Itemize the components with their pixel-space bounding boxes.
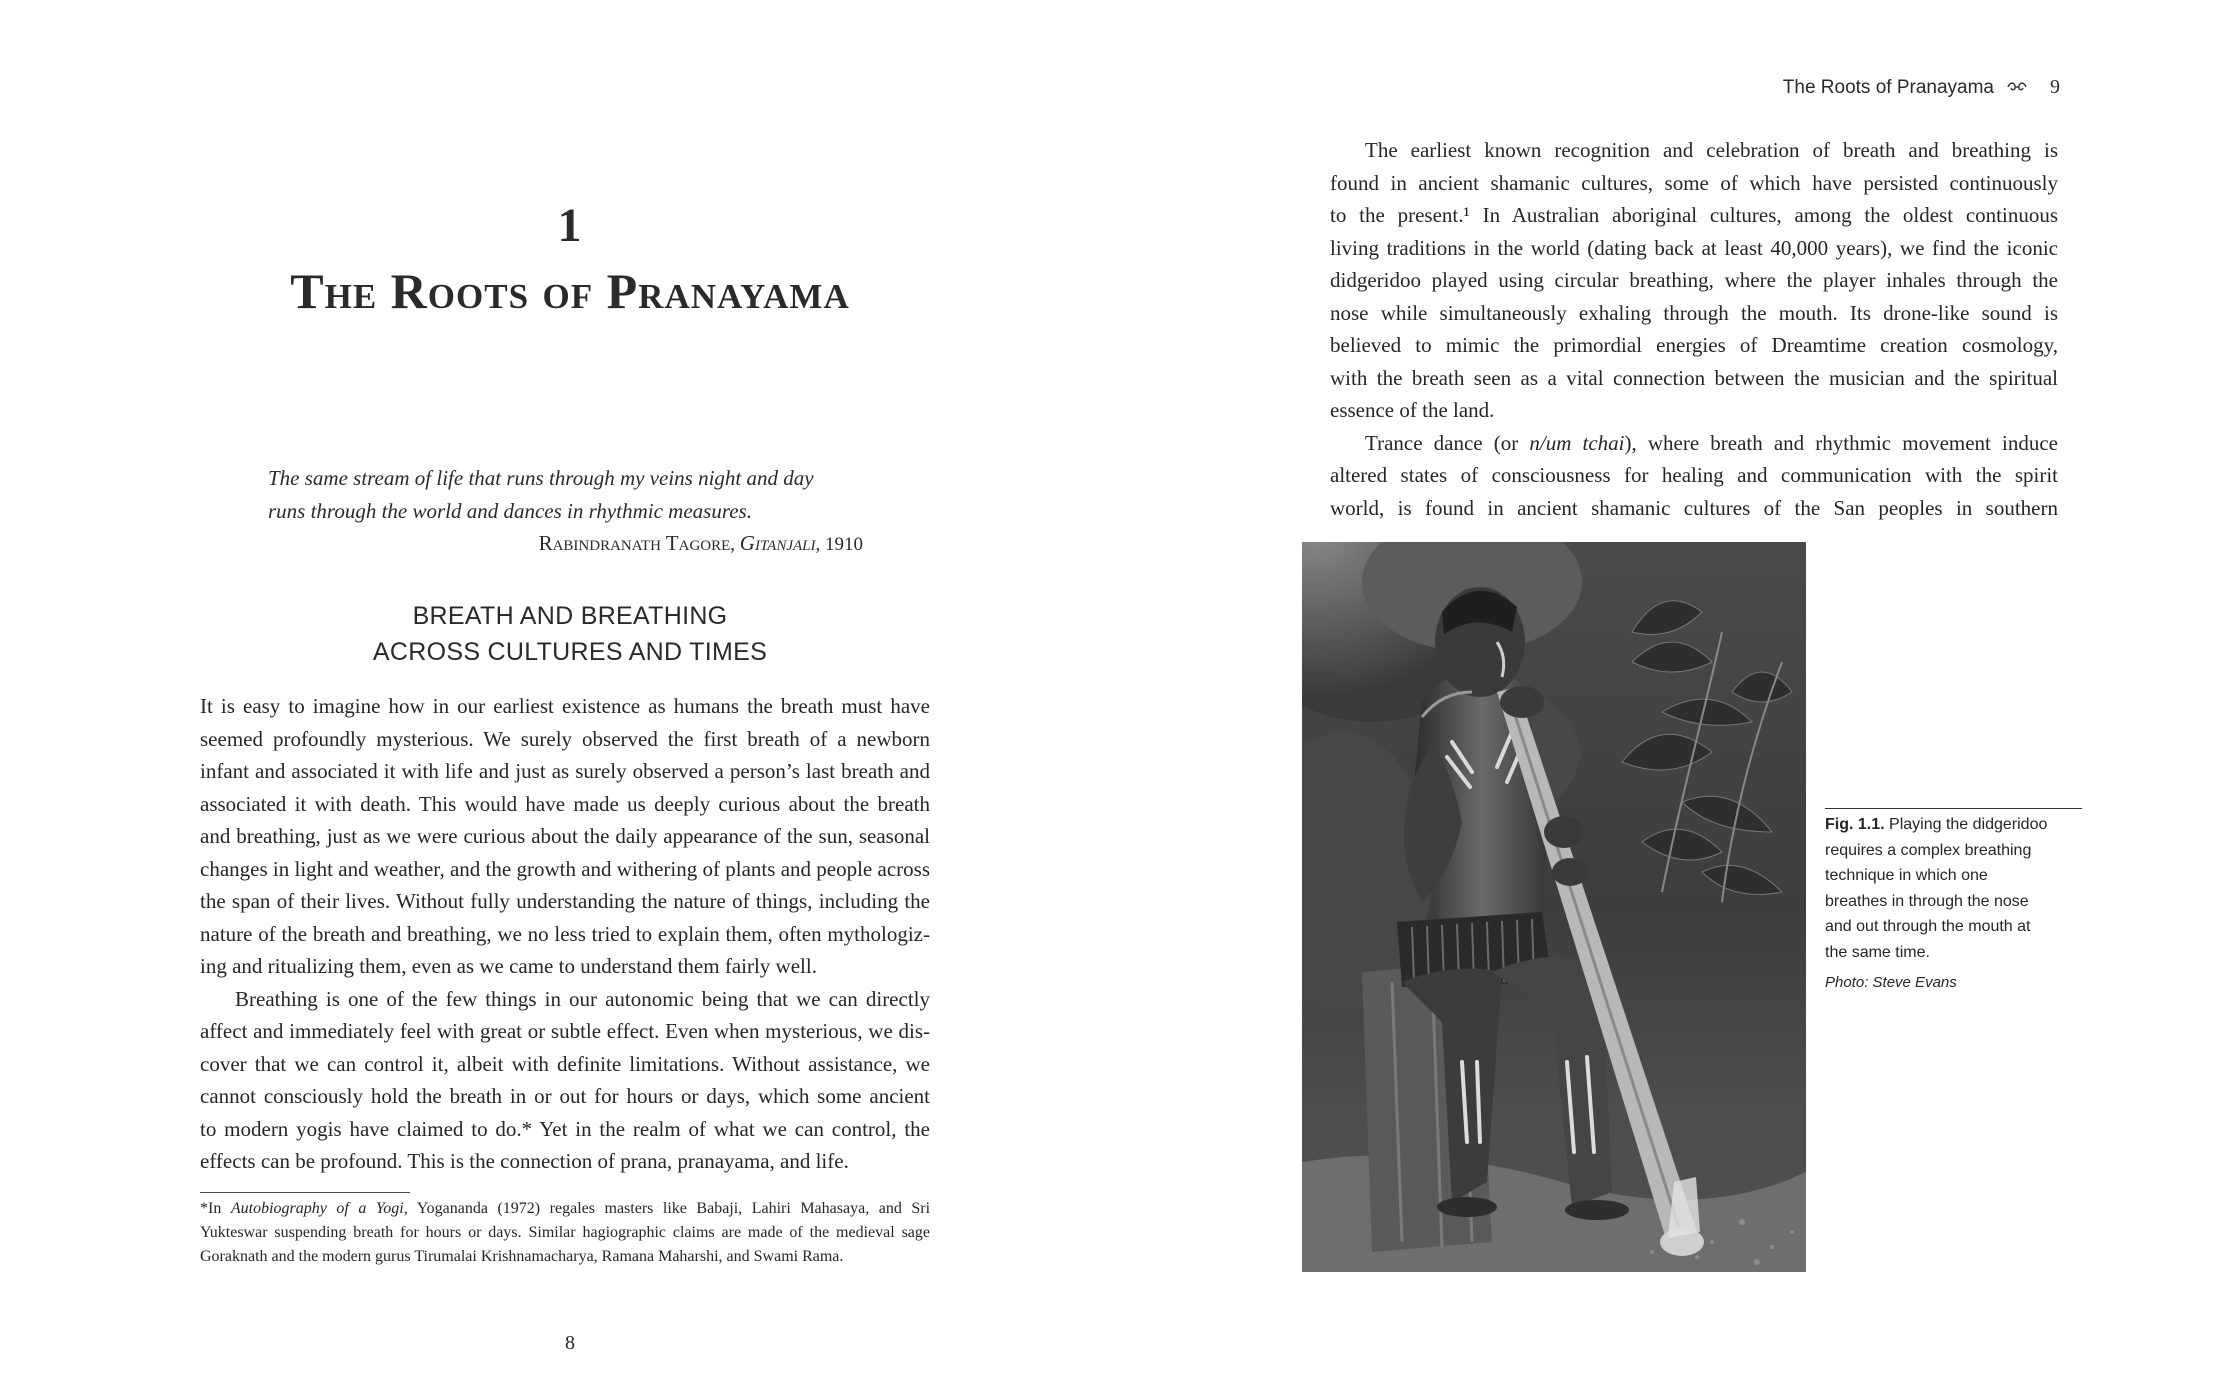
chapter-number: 1 [557, 199, 583, 252]
text-line: effects can be profound. This is the connection of prana, pranayama, and life. [200, 1149, 849, 1173]
section-heading-line: ACROSS CULTURES AND TIMES [372, 638, 768, 666]
text-line: changes in light and weather, and the growth and withering of plants and people across [200, 856, 930, 881]
text-line: altered states of consciousness for healing and communication with the spirit [1330, 463, 2058, 487]
footnote-marker: *In [200, 1200, 231, 1217]
footnote-text: , Yogananda (1972) regales masters like Babaji, Lahiri Mahasaya, and Sri [403, 1200, 931, 1217]
text-line: nature of the breath and breathing, we no less tried to explain them, often mythologiz- [200, 921, 930, 946]
text-line: world, is found in ancient shamanic cultures of the San peoples in southern [1330, 495, 2058, 520]
text-line [1330, 427, 2058, 460]
text-line: essence of the land. [1330, 398, 1495, 422]
footnote [200, 1197, 930, 1269]
text-line: The earliest known recognition and celebration of breath and breathing is [1365, 138, 2058, 162]
caption-line: requires a complex breathing [1825, 841, 2032, 859]
text-line: associated it with death. This would have made us deeply curious about the breath [200, 791, 930, 816]
section-heading [200, 598, 940, 670]
page-number: 9 [2050, 76, 2060, 98]
text-line: living traditions in the world (dating back at least 40,000 years), we find the iconic [1330, 235, 2058, 260]
footnote-book-title: Autobiography of a Yogi [230, 1200, 404, 1217]
text-line: affect and immediately feel with great or subtle effect. Even when mysterious, we dis- [200, 1019, 930, 1043]
text-line: found in ancient shamanic cultures, some of which have persisted continuously [1330, 170, 2058, 195]
figure-caption [1825, 812, 2085, 991]
text-line: cover that we can control it, albeit with definite limitations. Without assistance, we [200, 1051, 930, 1076]
didgeridoo-photo [1302, 542, 1806, 1272]
paragraph [1330, 134, 2058, 427]
footnote-rule [200, 1192, 410, 1193]
footnote-line: Goraknath and the modern gurus Tirumalai Krishnamacharya, Ramana Maharshi, and Swami Rama. [200, 1248, 844, 1265]
footnote-line: Yukteswar suspending breath for hours or days. Similar hagiographic claims are made of the medieval sage [200, 1224, 930, 1241]
epigraph-work: Gitanjali [739, 531, 816, 555]
text-line: believed to mimic the primordial energies of Dreamtime creation cosmology, [1330, 333, 2058, 357]
chapter-title: The Roots of Pranayama [290, 263, 850, 319]
text-line: cannot consciously hold the breath in or out for hours or days, which some ancient [200, 1084, 930, 1108]
text-line: seemed profoundly mysterious. We surely observed the first breath of a newborn [200, 726, 930, 751]
text-line: to modern yogis have claimed to do.* Yet in the realm of what we can control, the [200, 1116, 930, 1141]
ornament-icon [2006, 80, 2028, 96]
epigraph [268, 462, 863, 561]
paragraph [1330, 427, 2058, 525]
body-text-right [1330, 134, 2058, 524]
caption-line: breathes in through the nose [1825, 892, 2029, 910]
text-line: and breathing, just as we were curious about the daily appearance of the sun, seasonal [200, 824, 930, 848]
text-line: ing and ritualizing them, even as we came to understand them fairly well. [200, 954, 817, 978]
footnote-line [200, 1197, 930, 1221]
text-line: Breathing is one of the few things in our autonomic being that we can directly [235, 986, 930, 1011]
photo-credit: Photo: Steve Evans [1825, 974, 1957, 991]
running-head-title: The Roots of Pranayama [1782, 77, 1994, 98]
text-line: didgeridoo played using circular breathing, where the player inhales through the [1330, 268, 2058, 292]
text-span: ), where breath and rhythmic movement induce [1624, 430, 2058, 455]
paragraph [200, 690, 930, 983]
text-line: the span of their lives. Without fully understanding the nature of things, including the [200, 889, 930, 913]
text-line: to the present.¹ In Australian aboriginal cultures, among the oldest continuous [1330, 203, 2058, 227]
italic-term: n/um tchai [1529, 430, 1625, 455]
text-line: nose while simultaneously exhaling through the mouth. Its drone-like sound is [1330, 300, 2058, 325]
epigraph-year: , 1910 [815, 534, 863, 555]
figure-label: Fig. 1.1. [1825, 816, 1885, 833]
text-line: with the breath seen as a vital connection between the musician and the spiritual [1330, 365, 2058, 390]
running-head [1700, 76, 2060, 99]
text-line: It is easy to imagine how in our earliest existence as humans the breath must have [200, 694, 930, 718]
text-line: infant and associated it with life and just as surely observed a person’s last breath and [200, 759, 930, 783]
epigraph-attribution [268, 527, 863, 561]
epigraph-line: runs through the world and dances in rhythmic measures. [268, 498, 752, 523]
caption-line: Playing the didgeridoo [1884, 816, 2048, 833]
text-span: Trance dance (or [1365, 430, 1530, 455]
caption-line: and out through the mouth at [1825, 918, 2031, 935]
caption-rule [1825, 808, 2082, 809]
epigraph-line: The same stream of life that runs through my veins night and day [268, 466, 814, 490]
epigraph-separator: , [730, 534, 740, 555]
paragraph [200, 983, 930, 1178]
epigraph-author: Rabindranath Tagore [538, 531, 731, 555]
body-text-left [200, 690, 930, 1178]
caption-line: technique in which one [1825, 867, 1988, 884]
section-heading-line: BREATH AND BREATHING [412, 602, 728, 630]
page-number: 8 [565, 1332, 575, 1354]
caption-line: the same time. [1825, 943, 1930, 961]
